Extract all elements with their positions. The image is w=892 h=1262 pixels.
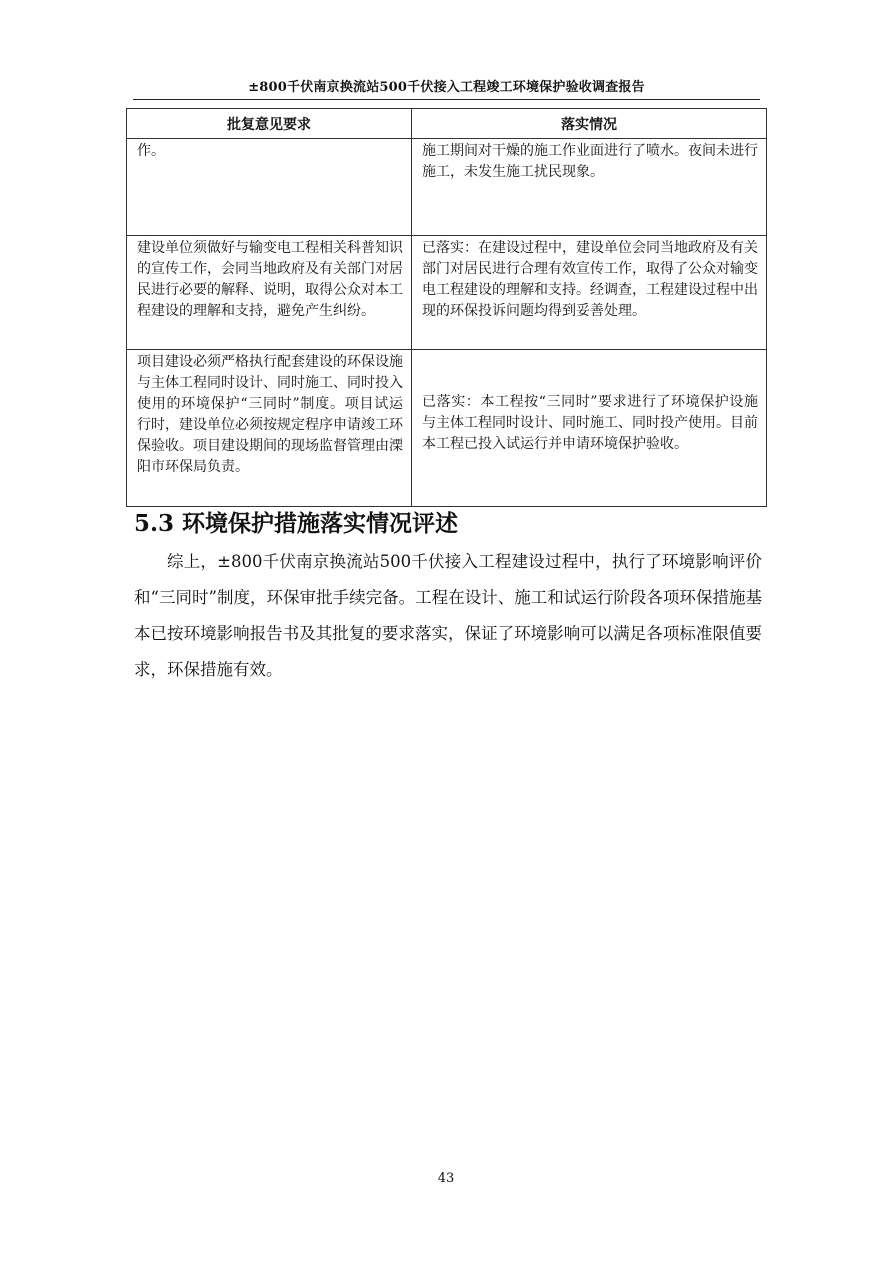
section-body-paragraph: 综上，±800千伏南京换流站500千伏接入工程建设过程中，执行了环境影响评价和“三同时”制度，环保审批手续完备。工程在设计、施工和试运行阶段各项环保措施基本已按环境影响报告书及其批复的要求落实，保证了环境影响可以满足各项标准限值要求，环保措施有效。 bbox=[134, 552, 762, 679]
requirement-cell: 项目建设必须严格执行配套建设的环保设施与主体工程同时设计、同时施工、同时投入使用的环境保护“三同时”制度。项目试运行时，建设单位必须按规定程序申请竣工环保验收。项目建设期间的现场监督管理由溧阳市环保局负责。 bbox=[127, 350, 412, 507]
implementation-cell: 已落实：在建设过程中，建设单位会同当地政府及有关部门对居民进行合理有效宣传工作，取得了公众对输变电工程建设的理解和支持。经调查，工程建设过程中出现的环保投诉问题均得到妥善处理。 bbox=[412, 236, 767, 350]
requirement-cell: 作。 bbox=[127, 139, 412, 236]
table-row bbox=[127, 350, 767, 507]
table-row bbox=[127, 236, 767, 350]
header-rule bbox=[133, 99, 760, 100]
approval-implementation-table bbox=[126, 108, 767, 507]
running-header-title: ±800千伏南京换流站500千伏接入工程竣工环境保护验收调查报告 bbox=[248, 80, 645, 95]
column-header-implementation: 落实情况 bbox=[412, 109, 767, 139]
table-row bbox=[127, 139, 767, 236]
implementation-cell: 施工期间对干燥的施工作业面进行了喷水。夜间未进行施工，未发生施工扰民现象。 bbox=[412, 139, 767, 236]
column-header-requirement: 批复意见要求 bbox=[127, 109, 412, 139]
page-number: 43 bbox=[437, 1171, 455, 1186]
requirement-cell: 建设单位须做好与输变电工程相关科普知识的宣传工作，会同当地政府及有关部门对居民进行必要的解释、说明，取得公众对本工程建设的理解和支持，避免产生纠纷。 bbox=[127, 236, 412, 350]
section-heading: 5.3 环境保护措施落实情况评述 bbox=[134, 510, 459, 537]
table-header-row bbox=[127, 109, 767, 139]
implementation-cell: 已落实：本工程按“三同时”要求进行了环境保护设施与主体工程同时设计、同时施工、同时投产使用。目前本工程已投入试运行并申请环境保护验收。 bbox=[412, 350, 767, 507]
